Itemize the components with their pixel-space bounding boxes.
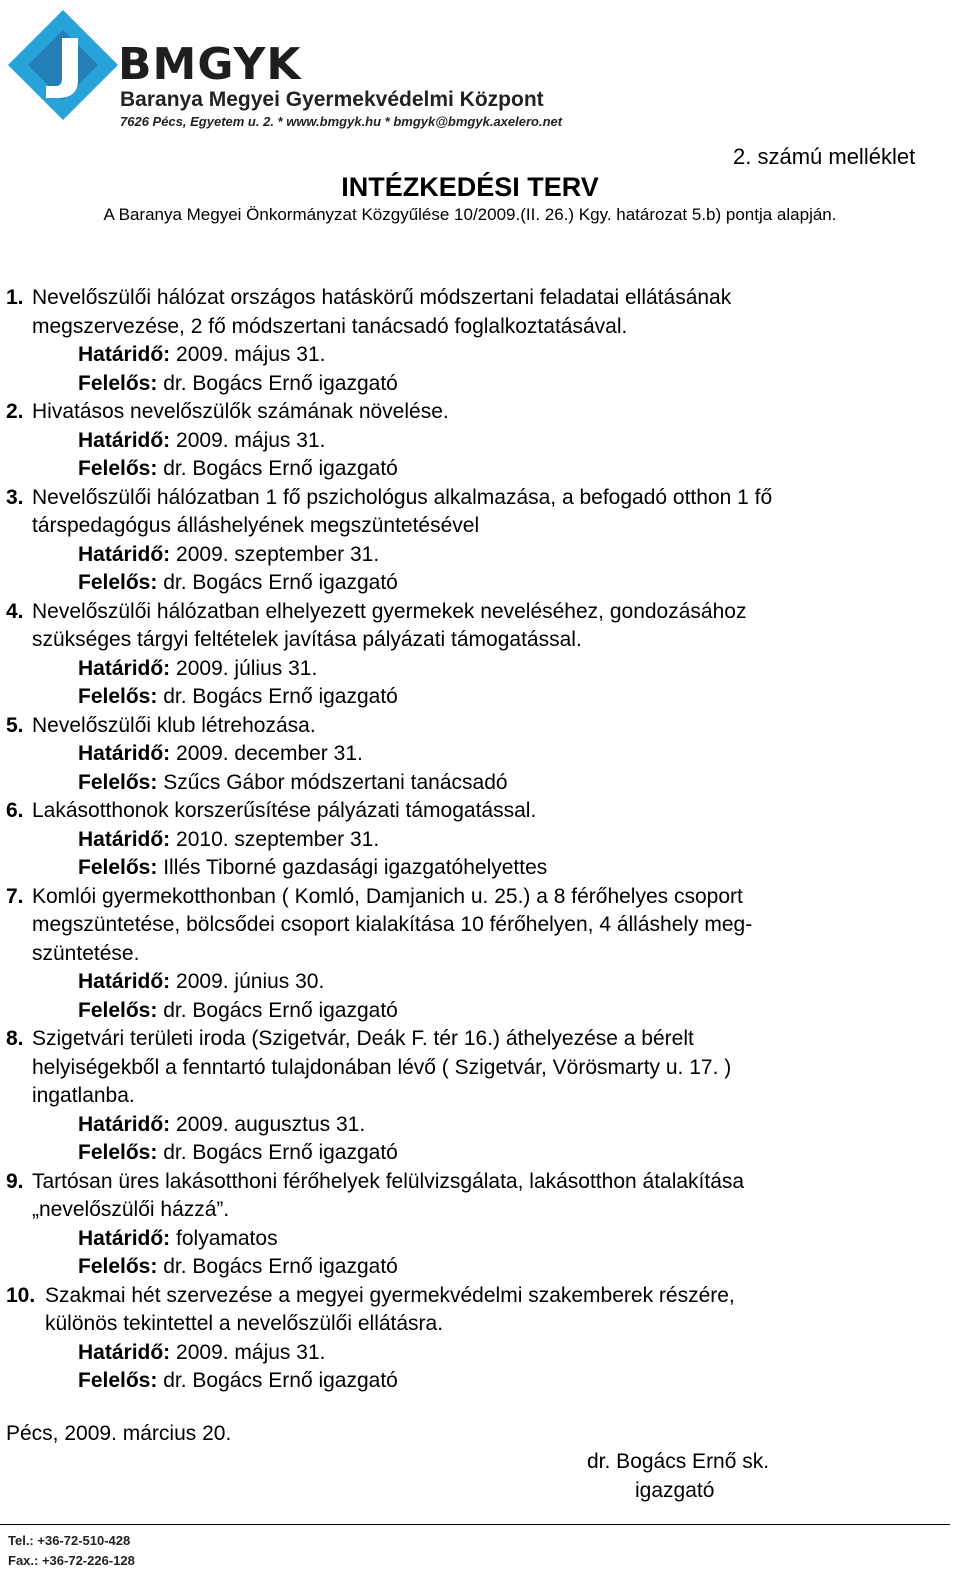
measure-text-line: ingatlanba. bbox=[32, 1084, 135, 1107]
measure-text-line: „nevelőszülői házzá”. bbox=[32, 1198, 230, 1221]
measure-text-line: Tartósan üres lakásotthoni férőhelyek felülvizsgálata, lakásotthon átalakítása bbox=[32, 1169, 745, 1193]
measure-responsible bbox=[32, 769, 926, 798]
measure-responsible bbox=[32, 455, 926, 484]
measure-deadline bbox=[32, 427, 926, 456]
appendix-label: 2. számú melléklet bbox=[733, 144, 916, 169]
measure-number: 1. bbox=[6, 286, 24, 309]
responsible-value: Szűcs Gábor módszertani tanácsadó bbox=[163, 770, 508, 794]
deadline-value: 2009. július 31. bbox=[176, 656, 318, 680]
deadline-label: Határidő: bbox=[78, 1340, 171, 1364]
measure-text-line: Nevelőszülői klub létrehozása. bbox=[32, 713, 316, 737]
footer-tel: Tel.: +36-72-510-428 bbox=[8, 1533, 131, 1548]
measure-number: 5. bbox=[6, 713, 24, 737]
measure-deadline bbox=[32, 655, 926, 684]
measure-text-line: Szigetvári területi iroda (Szigetvár, Deák F. tér 16.) áthelyezése a bérelt bbox=[32, 1027, 694, 1050]
deadline-label: Határidő: bbox=[78, 1226, 171, 1250]
measure-number: 10. bbox=[6, 1283, 36, 1307]
place-date: Pécs, 2009. március 20. bbox=[6, 1422, 232, 1445]
measure-deadline bbox=[45, 1339, 926, 1368]
signature-title: igazgató bbox=[635, 1479, 715, 1502]
deadline-value: 2009. augusztus 31. bbox=[176, 1112, 366, 1136]
measures-list bbox=[6, 284, 926, 1396]
measure-text-line: Nevelőszülői hálózat országos hatáskörű módszertani feladatai ellátásának bbox=[32, 286, 732, 309]
measure-item bbox=[6, 1282, 926, 1396]
footer-divider bbox=[0, 1524, 950, 1525]
measure-deadline bbox=[32, 541, 926, 570]
deadline-label: Határidő: bbox=[78, 428, 171, 452]
responsible-label: Felelős: bbox=[78, 856, 158, 879]
responsible-value: dr. Bogács Ernő igazgató bbox=[163, 1255, 398, 1278]
measure-item bbox=[6, 712, 926, 798]
responsible-label: Felelős: bbox=[78, 457, 158, 480]
responsible-value: dr. Bogács Ernő igazgató bbox=[163, 1141, 398, 1164]
measure-responsible bbox=[32, 997, 926, 1026]
measure-text-line: Nevelőszülői hálózatban 1 fő pszichológus alkalmazása, a befogadó otthon 1 fő bbox=[32, 485, 773, 509]
measure-responsible bbox=[45, 1367, 926, 1396]
measure-item bbox=[6, 398, 926, 484]
letterhead-org-name: Baranya Megyei Gyermekvédelmi Központ bbox=[120, 88, 544, 111]
document-title: INTÉZKEDÉSI TERV bbox=[341, 172, 599, 202]
deadline-value: 2010. szeptember 31. bbox=[176, 827, 380, 851]
measure-item bbox=[6, 1025, 926, 1168]
measure-number: 7. bbox=[6, 884, 24, 908]
measure-text-line: Lakásotthonok korszerűsítése pályázati támogatással. bbox=[32, 799, 537, 822]
measure-item bbox=[6, 284, 926, 398]
measure-number: 2. bbox=[6, 400, 24, 423]
deadline-value: 2009. május 31. bbox=[176, 1340, 326, 1364]
measure-deadline bbox=[32, 968, 926, 997]
deadline-label: Határidő: bbox=[78, 1112, 171, 1136]
responsible-value: dr. Bogács Ernő igazgató bbox=[163, 457, 398, 480]
measure-responsible bbox=[32, 1253, 926, 1282]
measure-responsible bbox=[32, 569, 926, 598]
measure-text-line: Komlói gyermekotthonban ( Komló, Damjanich u. 25.) a 8 férőhelyes csoport bbox=[32, 884, 743, 908]
deadline-label: Határidő: bbox=[78, 656, 171, 680]
measure-text-line: megszüntetése, bölcsődei csoport kialakítása 10 férőhelyen, 4 álláshely meg- bbox=[32, 913, 753, 936]
measure-deadline bbox=[32, 740, 926, 769]
bmgyk-logo-icon bbox=[6, 8, 120, 122]
signature-name: dr. Bogács Ernő sk. bbox=[587, 1450, 770, 1473]
measure-deadline bbox=[32, 341, 926, 370]
deadline-value: 2009. május 31. bbox=[176, 428, 326, 452]
deadline-label: Határidő: bbox=[78, 343, 171, 366]
measure-responsible bbox=[32, 370, 926, 399]
measure-number: 9. bbox=[6, 1169, 24, 1193]
responsible-label: Felelős: bbox=[78, 1141, 158, 1164]
measure-item bbox=[6, 797, 926, 883]
measure-item bbox=[6, 598, 926, 712]
letterhead-brand: BMGYK bbox=[118, 39, 302, 90]
deadline-label: Határidő: bbox=[78, 542, 171, 566]
measure-number: 4. bbox=[6, 599, 24, 623]
responsible-label: Felelős: bbox=[78, 1255, 158, 1278]
deadline-value: 2009. június 30. bbox=[176, 970, 325, 993]
footer-fax: Fax.: +36-72-226-128 bbox=[8, 1553, 135, 1568]
measure-number: 8. bbox=[6, 1027, 24, 1050]
measure-number: 3. bbox=[6, 485, 24, 509]
measure-item bbox=[6, 1168, 926, 1282]
deadline-label: Határidő: bbox=[78, 827, 171, 851]
responsible-value: dr. Bogács Ernő igazgató bbox=[163, 1369, 398, 1392]
measure-text-line: Szakmai hét szervezése a megyei gyermekvédelmi szakemberek részére, bbox=[45, 1283, 735, 1307]
measure-text-line: megszervezése, 2 fő módszertani tanácsadó foglalkoztatásával. bbox=[32, 314, 628, 338]
measure-text-line: társpedagógus álláshelyének megszüntetésével bbox=[32, 514, 480, 537]
deadline-label: Határidő: bbox=[78, 970, 171, 993]
measure-deadline bbox=[32, 826, 926, 855]
measure-deadline bbox=[32, 1225, 926, 1254]
measure-responsible bbox=[32, 854, 926, 883]
measure-text-line: szüntetése. bbox=[32, 941, 140, 965]
deadline-value: 2009. december 31. bbox=[176, 742, 363, 765]
responsible-label: Felelős: bbox=[78, 685, 158, 708]
measure-deadline bbox=[32, 1111, 926, 1140]
responsible-value: dr. Bogács Ernő igazgató bbox=[163, 998, 398, 1022]
responsible-value: dr. Bogács Ernő igazgató bbox=[163, 571, 398, 594]
measure-text-line: helyiségekből a fenntartó tulajdonában lévő ( Szigetvár, Vörösmarty u. 17. ) bbox=[32, 1055, 732, 1079]
deadline-label: Határidő: bbox=[78, 742, 171, 765]
responsible-value: Illés Tiborné gazdasági igazgatóhelyettes bbox=[163, 856, 548, 879]
measure-item bbox=[6, 484, 926, 598]
responsible-label: Felelős: bbox=[78, 371, 158, 395]
measure-responsible bbox=[32, 683, 926, 712]
measure-text-line: különös tekintettel a nevelőszülői ellátásra. bbox=[45, 1312, 444, 1335]
measure-item bbox=[6, 883, 926, 1026]
deadline-value: 2009. május 31. bbox=[176, 343, 326, 366]
measure-responsible bbox=[32, 1139, 926, 1168]
responsible-value: dr. Bogács Ernő igazgató bbox=[163, 685, 398, 708]
measure-number: 6. bbox=[6, 799, 24, 822]
deadline-value: 2009. szeptember 31. bbox=[176, 542, 380, 566]
responsible-label: Felelős: bbox=[78, 1369, 158, 1392]
deadline-value: folyamatos bbox=[176, 1226, 278, 1250]
responsible-label: Felelős: bbox=[78, 571, 158, 594]
responsible-value: dr. Bogács Ernő igazgató bbox=[163, 371, 398, 395]
letterhead-contact: 7626 Pécs, Egyetem u. 2. * www.bmgyk.hu * bmgyk@bmgyk.axelero.net bbox=[120, 114, 563, 129]
responsible-label: Felelős: bbox=[78, 770, 158, 794]
measure-text-line: Hivatásos nevelőszülők számának növelése. bbox=[32, 400, 449, 423]
measure-text-line: szükséges tárgyi feltételek javítása pályázati támogatással. bbox=[32, 628, 582, 651]
measure-text-line: Nevelőszülői hálózatban elhelyezett gyermekek neveléséhez, gondozásához bbox=[32, 599, 747, 623]
document-subtitle: A Baranya Megyei Önkormányzat Közgyűlése 10/2009.(II. 26.) Kgy. határozat 5.b) pontja alapján. bbox=[103, 205, 837, 224]
responsible-label: Felelős: bbox=[78, 998, 158, 1022]
